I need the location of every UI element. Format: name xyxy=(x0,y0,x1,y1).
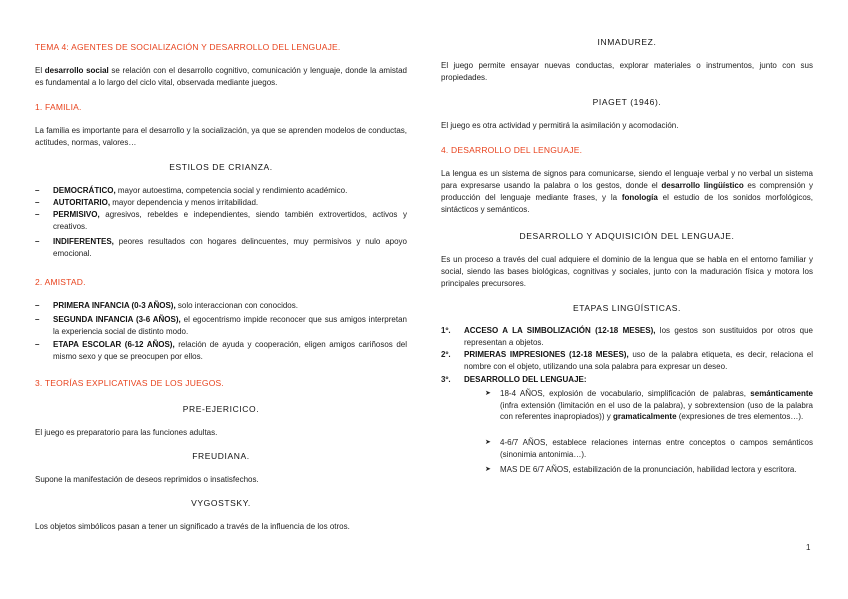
sub-stage-over-6: ➤ MAS DE 6/7 AÑOS, estabilización de la pronunciación, habilidad lectora y escritora. xyxy=(485,465,797,474)
list-item-second-childhood: – SEGUNDA INFANCIA (3-6 AÑOS), el egocentrismo impide reconocer que sus amigos interpretan la experiencia social de distinto modo. xyxy=(35,315,407,336)
list-item-indifferent: – INDIFERENTES, peores resultados con hogares delincuentes, muy permisivos y nulo apoyo emocional. xyxy=(35,237,407,258)
language-acquisition-text: Es un proceso a través del cual adquiere el dominio de la lengua que se habla en el entorno familiar y social, siendo las bases biológicas, cognitivas y sociales, junto con la maduración física y motora los principales precursores. xyxy=(441,255,813,288)
theory-pre-exercise-heading: PRE-EJERICICO. xyxy=(182,404,260,414)
section-3-heading: 3. TEORÍAS EXPLICATIVAS DE LOS JUEGOS. xyxy=(35,378,224,388)
arrow-bullet-icon: ➤ xyxy=(485,390,491,397)
page-number: 1 xyxy=(806,543,811,552)
theory-immaturity-text: El juego permite ensayar nuevas conductas, explorar materiales o instrumentos, junto con sus propiedades. xyxy=(441,61,813,82)
theory-vygotsky-text: Los objetos simbólicos pasan a tener un significado a través de la influencia de los otros. xyxy=(35,522,350,531)
section-4-heading: 4. DESARROLLO DEL LENGUAJE. xyxy=(441,145,583,155)
stage-1: 1º. ACCESO A LA SIMBOLIZACIÓN (12-18 MESES), los gestos son sustituidos por otros que representan a objetos. xyxy=(441,326,813,347)
theory-piaget-text: El juego es otra actividad y permitirá la asimilación y acomodación. xyxy=(441,121,679,130)
language-acquisition-heading: DESARROLLO Y ADQUISICIÓN DEL LENGUAJE. xyxy=(519,231,735,241)
arrow-bullet-icon: ➤ xyxy=(485,466,491,473)
theory-freudian-text: Supone la manifestación de deseos reprimidos o insatisfechos. xyxy=(35,475,259,484)
section-1-heading: 1. FAMILIA. xyxy=(35,102,82,112)
family-paragraph: La familia es importante para el desarrollo y la socialización, ya que se aprenden modelos de conductas, actitudes, normas, valores… xyxy=(35,126,407,147)
intro-paragraph: El desarrollo social se relación con el desarrollo cognitivo, comunicación y lenguaje, donde la amistad es fundamental a lo largo del ciclo vital, observada mediante juegos. xyxy=(35,66,407,87)
theory-immaturity-heading: INMADUREZ. xyxy=(597,37,657,47)
stage-2: 2º. PRIMERAS IMPRESIONES (12-18 MESES), uso de la palabra etiqueta, es decir, relaciona el nombre con el objeto, utilizando una sola palabra para expresar un deseo. xyxy=(441,350,814,371)
section-2-heading: 2. AMISTAD. xyxy=(35,277,86,287)
list-item-permissive: – PERMISIVO, agresivos, rebeldes e independientes, siendo también extrovertidos, activos y creativos. xyxy=(35,210,407,231)
document-title: TEMA 4: AGENTES DE SOCIALIZACIÓN Y DESARROLLO DEL LENGUAJE. xyxy=(35,42,341,52)
linguistic-stages-heading: ETAPAS LINGÜÍSTICAS. xyxy=(572,303,682,313)
theory-vygotsky-heading: VYGOSTSKY. xyxy=(191,498,251,508)
parenting-styles-heading: ESTILOS DE CRIANZA. xyxy=(169,162,273,172)
list-item-authoritarian: – AUTORITARIO, mayor dependencia y menos irritabilidad. xyxy=(35,198,259,207)
stage-3: 3º. DESARROLLO DEL LENGUAJE: xyxy=(441,375,587,384)
sub-stage-4-6: ➤ 4-6/7 AÑOS, establece relaciones internas entre conceptos o campos semánticos (sinonimia antonimia…). xyxy=(485,438,813,459)
theory-freudian-heading: FREUDIANA. xyxy=(192,451,250,461)
language-paragraph: La lengua es un sistema de signos para comunicarse, siendo el lenguaje verbal y no verbal un sistema para expresarse usando la palabra o los gestos, donde el desarrollo lingüístico es comprensión y producción del lenguaje mediante frases, y la fonología el estudio de los sonidos morfológicos, sintácticos y semánticos. xyxy=(441,169,814,214)
sub-stage-18-4: ➤ 18-4 AÑOS, explosión de vocabulario, simplificación de palabras, semánticamente (infra extensión (limitación en el uso de la palabra), y sobrextension (uso de la palabra con referentes inapropiados)) y gramaticalmente (expresiones de tres elementos…). xyxy=(485,389,813,421)
arrow-bullet-icon: ➤ xyxy=(485,439,491,446)
list-item-school-stage: – ETAPA ESCOLAR (6-12 AÑOS), relación de ayuda y cooperación, eligen amigos cariñosos del mismo sexo y que se preocupen por ellos. xyxy=(35,340,408,361)
theory-piaget-heading: PIAGET (1946). xyxy=(592,97,662,107)
list-item-democratic: – DEMOCRÁTICO, mayor autoestima, competencia social y rendimiento académico. xyxy=(35,186,348,195)
theory-pre-exercise-text: El juego es preparatorio para las funciones adultas. xyxy=(35,428,218,437)
list-item-early-childhood: – PRIMERA INFANCIA (0-3 AÑOS), solo interaccionan con conocidos. xyxy=(35,301,298,310)
